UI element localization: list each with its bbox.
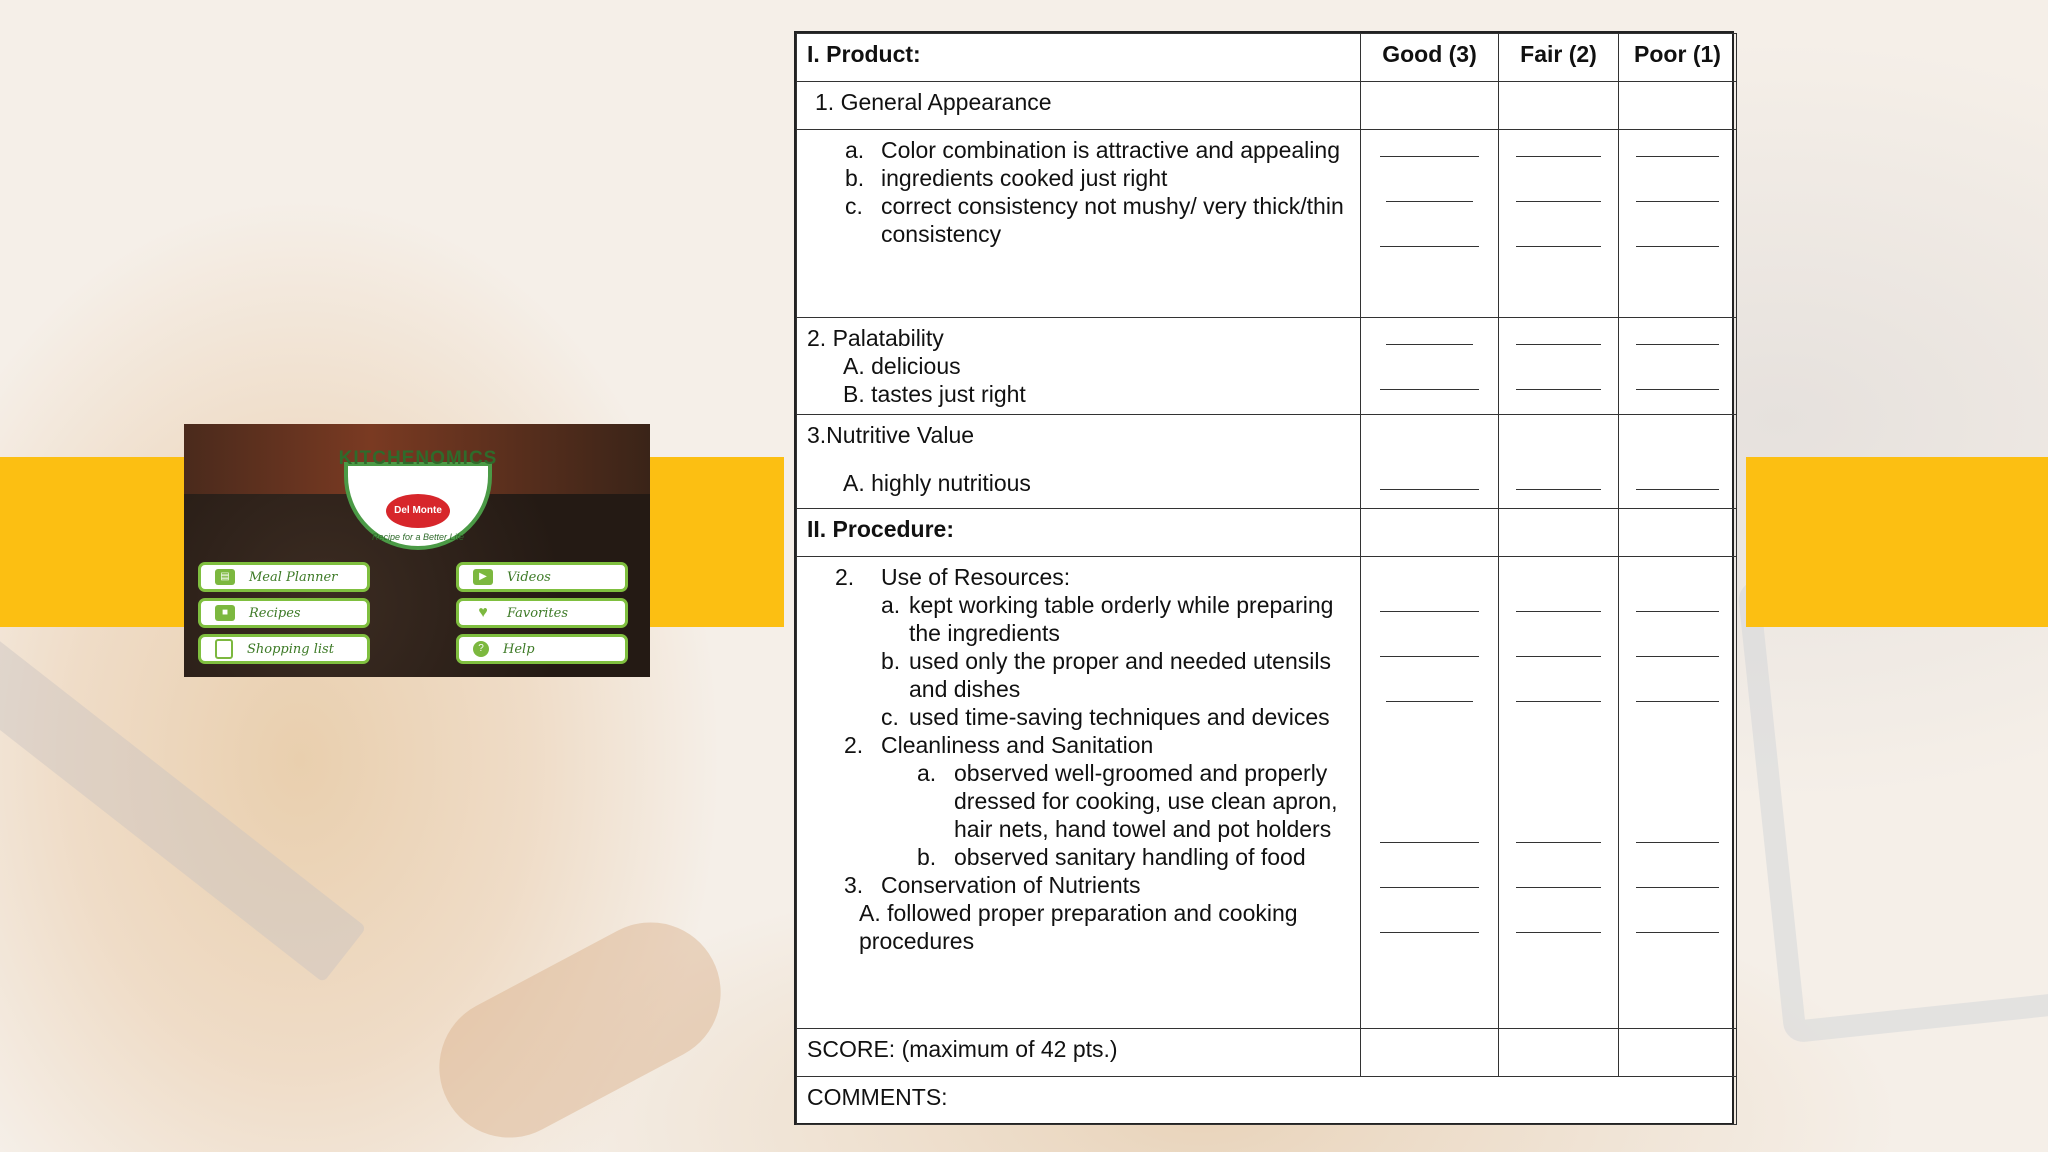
score-fair[interactable] <box>1499 1029 1619 1077</box>
nutritive-item-a: A. highly nutritious <box>843 470 1031 496</box>
help-label: Help <box>503 641 535 657</box>
resources-item-b: b. used only the proper and needed utensils and dishes <box>881 648 1331 702</box>
comments-row <box>797 1077 1737 1125</box>
cleanliness-item-b: b. observed sanitary handling of food <box>917 844 1306 870</box>
videos-label: Videos <box>507 569 551 585</box>
cleanliness-item-a: a. observed well-groomed and properly dressed for cooking, use clean apron, hair nets, hand towel and pot holders <box>917 760 1338 842</box>
kitchenomics-banner <box>184 424 650 677</box>
heart-icon: ♥ <box>478 604 488 621</box>
palatability-label: 2. Palatability <box>807 325 944 351</box>
fair-blanks[interactable] <box>1499 557 1619 1029</box>
score-good[interactable] <box>1361 1029 1499 1077</box>
poor-blanks[interactable] <box>1619 130 1737 318</box>
nutritive-row <box>797 415 1737 509</box>
appearance-item-a: a. Color combination is attractive and appealing <box>845 137 1340 163</box>
pot-icon: ■ <box>215 605 235 621</box>
nutritive-label: 3.Nutritive Value <box>807 422 975 448</box>
procedure-header: II. Procedure: <box>797 509 1361 557</box>
poor-blanks[interactable] <box>1619 557 1737 1029</box>
poor-blanks[interactable] <box>1619 318 1737 415</box>
favorites-button[interactable] <box>456 598 628 628</box>
logo-title: KITCHENOMICS <box>338 448 498 469</box>
fair-blanks[interactable] <box>1499 415 1619 509</box>
poor-header: Poor (1) <box>1619 34 1737 82</box>
poor-blanks[interactable] <box>1619 415 1737 509</box>
appearance-item-c: c. correct consistency not mushy/ very thick/thin consistency <box>845 193 1344 247</box>
header-row <box>797 34 1737 82</box>
favorites-label: Favorites <box>507 605 569 621</box>
score-row <box>797 1029 1737 1077</box>
help-icon: ? <box>473 641 489 657</box>
fair-blanks[interactable] <box>1499 318 1619 415</box>
shopping-list-label: Shopping list <box>247 641 334 657</box>
shopping-list-button[interactable] <box>198 634 370 664</box>
rubric-sheet <box>794 31 1734 1125</box>
resources-item-a: a. kept working table orderly while preparing the ingredients <box>881 592 1334 646</box>
palatability-row <box>797 318 1737 415</box>
good-header: Good (3) <box>1361 34 1499 82</box>
brand-badge: Del Monte <box>386 494 450 528</box>
logo-tagline: Recipe for a Better Life <box>371 532 465 542</box>
appearance-items-row <box>797 130 1737 318</box>
meal-planner-button[interactable] <box>198 562 370 592</box>
recipes-button[interactable] <box>198 598 370 628</box>
nutritive-cell <box>797 415 1361 509</box>
calendar-icon: ▤ <box>215 569 235 585</box>
recipes-label: Recipes <box>249 605 301 621</box>
comments-label[interactable]: COMMENTS: <box>797 1077 1737 1125</box>
procedure-header-row <box>797 509 1737 557</box>
good-blanks[interactable] <box>1361 415 1499 509</box>
rubric-table <box>796 33 1737 1125</box>
help-button[interactable] <box>456 634 628 664</box>
resources-label: 2. Use of Resources: <box>835 564 1071 590</box>
general-appearance-row <box>797 82 1737 130</box>
good-blanks[interactable] <box>1361 130 1499 318</box>
good-blanks[interactable] <box>1361 318 1499 415</box>
good-blanks[interactable] <box>1361 557 1499 1029</box>
yellow-band-right <box>1746 457 2048 627</box>
kitchenomics-logo <box>330 442 506 552</box>
meal-planner-label: Meal Planner <box>249 569 338 585</box>
fair-header: Fair (2) <box>1499 34 1619 82</box>
palatability-item-b: B. tastes just right <box>843 381 1026 407</box>
chicken-leg-shape <box>415 898 746 1152</box>
appearance-items <box>797 130 1361 318</box>
score-poor[interactable] <box>1619 1029 1737 1077</box>
videos-button[interactable] <box>456 562 628 592</box>
cleanliness-label: 2. Cleanliness and Sanitation <box>844 732 1154 758</box>
conservation-label: 3. Conservation of Nutrients <box>844 872 1141 898</box>
list-icon <box>215 639 233 659</box>
palatability-cell <box>797 318 1361 415</box>
resources-item-c: c. used time-saving techniques and devices <box>881 704 1330 730</box>
appearance-item-b: b. ingredients cooked just right <box>845 165 1168 191</box>
procedure-items-row <box>797 557 1737 1029</box>
score-label: SCORE: (maximum of 42 pts.) <box>797 1029 1361 1077</box>
procedure-cell <box>797 557 1361 1029</box>
general-appearance-label: 1. General Appearance <box>797 82 1361 130</box>
product-header: I. Product: <box>797 34 1361 82</box>
fair-blanks[interactable] <box>1499 130 1619 318</box>
palatability-item-a: A. delicious <box>843 353 961 379</box>
conservation-item-a: A. followed proper preparation and cooking procedures <box>859 900 1298 954</box>
play-icon: ▶ <box>473 569 493 585</box>
